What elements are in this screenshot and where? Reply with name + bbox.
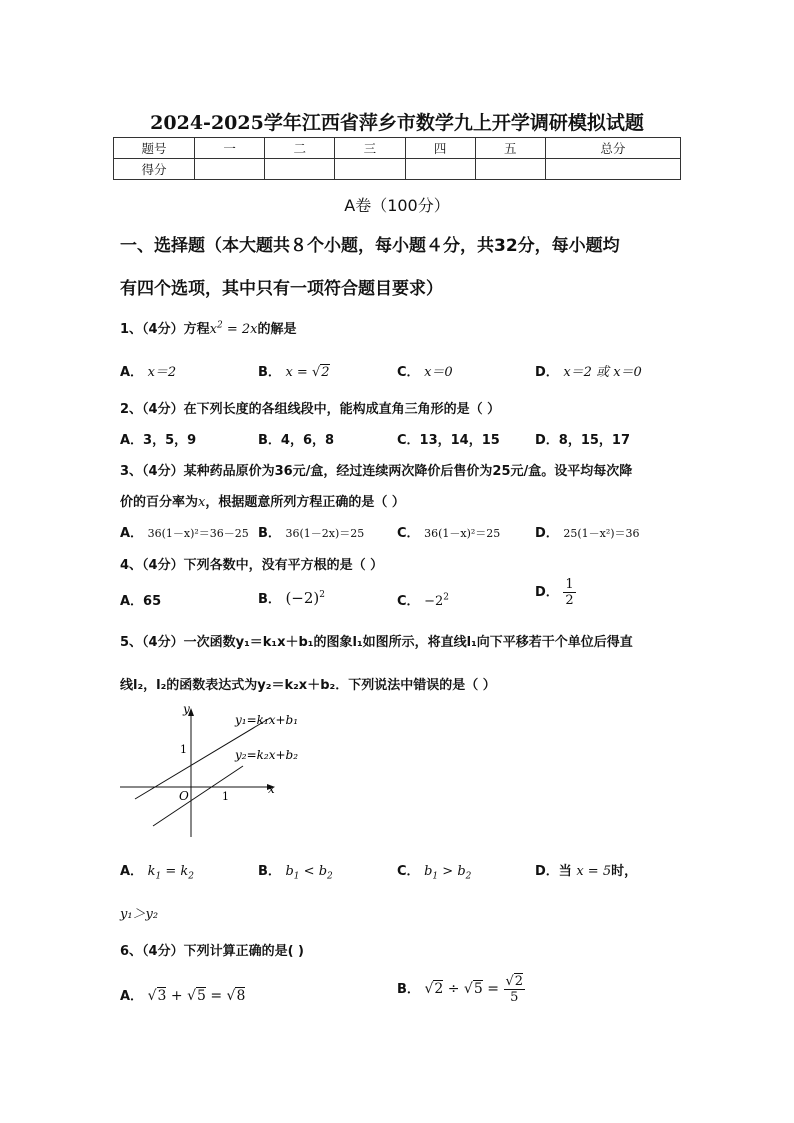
linear-function-graph bbox=[115, 700, 315, 840]
q2-option-a[interactable]: A．3，5，9 bbox=[120, 433, 197, 448]
question-6: 6、（4分）下列计算正确的是( ) bbox=[120, 944, 304, 959]
score-cell[interactable] bbox=[265, 159, 335, 180]
option-value: 36(1－x)²＝36－25 bbox=[147, 527, 249, 540]
option-label: B． bbox=[258, 365, 281, 380]
line-l2 bbox=[153, 766, 243, 826]
option-label: B． bbox=[258, 526, 281, 541]
option-label: A． bbox=[120, 864, 144, 879]
question-3-variable: x bbox=[198, 495, 206, 510]
section-a-title: A卷（100分） bbox=[344, 196, 450, 215]
q6-option-b[interactable] bbox=[397, 974, 525, 1005]
fraction-sqrt2-over-5: $\frac{√2}{5}$ bbox=[505, 974, 524, 1005]
option-label: A． bbox=[120, 989, 144, 1004]
q3-option-a[interactable] bbox=[120, 522, 249, 541]
q1-option-d[interactable] bbox=[535, 361, 642, 380]
score-cell[interactable] bbox=[335, 159, 405, 180]
score-cell[interactable] bbox=[545, 159, 680, 180]
section-heading-line1: 一、选择题（本大题共８个小题，每小题４分，共32分，每小题均 bbox=[120, 236, 620, 256]
option-value: x = 5 bbox=[576, 864, 612, 879]
score-header-cell: 总分 bbox=[545, 138, 680, 159]
q2-option-d[interactable]: D．8，15，17 bbox=[535, 433, 631, 448]
option-label: B． bbox=[258, 864, 281, 879]
score-cell[interactable] bbox=[475, 159, 545, 180]
score-cell[interactable] bbox=[405, 159, 475, 180]
option-label: D． bbox=[535, 365, 559, 380]
option-value: $(-2)^2$ bbox=[285, 589, 326, 607]
score-table-score-row bbox=[114, 159, 681, 180]
q1-option-a[interactable] bbox=[120, 361, 176, 380]
option-value: x＝2 bbox=[147, 365, 177, 380]
question-3-line2-a: 价的百分率为 bbox=[120, 495, 199, 510]
option-label: C． bbox=[397, 365, 420, 380]
option-value: $k_1 = k_2$ bbox=[147, 864, 195, 882]
q4-option-a[interactable]: A．65 bbox=[120, 594, 162, 609]
option-value: $-2^2$ bbox=[424, 592, 449, 609]
y-axis-label: y bbox=[183, 702, 190, 716]
option-value: 36(1－2x)＝25 bbox=[285, 527, 365, 540]
q2-option-b[interactable]: B．4，6，8 bbox=[258, 433, 335, 448]
fraction-one-half: $\frac{1}{2}$ bbox=[565, 577, 574, 608]
q5-option-a[interactable] bbox=[120, 860, 194, 882]
option-value: 25(1－x²)＝36 bbox=[563, 527, 640, 540]
q4-option-c[interactable] bbox=[397, 590, 449, 609]
option-value: 36(1－x)²＝25 bbox=[424, 527, 501, 540]
q1-option-c[interactable] bbox=[397, 361, 453, 380]
option-value: √2 ÷ √5 = bbox=[424, 981, 499, 997]
exam-title: 2024-2025学年江西省萍乡市数学九上开学调研模拟试题 bbox=[150, 112, 644, 134]
score-row-label: 得分 bbox=[114, 159, 195, 180]
question-4: 4、（4分）下列各数中，没有平方根的是（ ） bbox=[120, 558, 384, 573]
question-3-line1: 3、（4分）某种药品原价为36元/盒，经过连续两次降价后售价为25元/盒。设平均每次降 bbox=[120, 464, 633, 479]
question-1-prefix: 1、（4分）方程 bbox=[120, 322, 210, 337]
score-header-cell: 四 bbox=[405, 138, 475, 159]
x-axis-label: x bbox=[268, 782, 275, 796]
q5-option-c[interactable] bbox=[397, 860, 471, 882]
option-label: B． bbox=[397, 982, 420, 997]
score-header-cell: 二 bbox=[265, 138, 335, 159]
question-3-line2 bbox=[120, 491, 405, 510]
question-1 bbox=[120, 318, 296, 337]
option-tail: 时， bbox=[611, 864, 638, 879]
q2-option-c[interactable]: C．13，14，15 bbox=[397, 433, 500, 448]
q3-option-c[interactable] bbox=[397, 522, 500, 541]
option-label: C． bbox=[397, 526, 420, 541]
option-value: √3 + √5 = √8 bbox=[147, 988, 246, 1004]
option-value: x = √2 bbox=[285, 365, 330, 380]
section-heading-line2: 有四个选项，其中只有一项符合题目要求） bbox=[120, 279, 443, 299]
y-tick-label: 1 bbox=[180, 743, 187, 756]
option-value: x＝2 或 x＝0 bbox=[563, 365, 642, 380]
x-tick-label: 1 bbox=[222, 790, 229, 803]
origin-label: O bbox=[179, 789, 189, 803]
option-value: $b_1 > b_2$ bbox=[424, 864, 472, 882]
score-header-cell: 三 bbox=[335, 138, 405, 159]
option-label: D．当 bbox=[535, 864, 572, 879]
option-label: A． bbox=[120, 365, 144, 380]
line-l2-label: y₂=k₂x+b₂ bbox=[235, 748, 299, 762]
q1-option-b[interactable] bbox=[258, 361, 330, 380]
option-label: B． bbox=[258, 592, 281, 607]
option-label: C． bbox=[397, 594, 420, 609]
option-label: C． bbox=[397, 864, 420, 879]
option-value: y₁＞y₂ bbox=[120, 907, 159, 922]
option-value: x＝0 bbox=[424, 365, 453, 380]
option-label: D． bbox=[535, 585, 559, 600]
question-2: 2、（4分）在下列长度的各组线段中，能构成直角三角形的是（ ） bbox=[120, 402, 501, 417]
question-1-suffix: 的解是 bbox=[257, 322, 297, 337]
score-table bbox=[113, 137, 681, 180]
score-cell[interactable] bbox=[195, 159, 265, 180]
score-table-header-row bbox=[114, 138, 681, 159]
q3-option-b[interactable] bbox=[258, 522, 364, 541]
option-label: D． bbox=[535, 526, 559, 541]
score-header-cell: 一 bbox=[195, 138, 265, 159]
q4-option-b[interactable] bbox=[258, 588, 325, 607]
question-1-equation: $x^2 = 2x$ bbox=[209, 320, 258, 337]
question-5-line2: 线l₂，l₂的函数表达式为y₂＝k₂x＋b₂．下列说法中错误的是（ ） bbox=[120, 678, 496, 693]
score-header-cell: 题号 bbox=[114, 138, 195, 159]
q3-option-d[interactable] bbox=[535, 522, 640, 541]
q5-option-b[interactable] bbox=[258, 860, 333, 882]
q4-option-d[interactable] bbox=[535, 577, 576, 608]
question-5-line1: 5、（4分）一次函数y₁＝k₁x＋b₁的图象l₁如图所示，将直线l₁向下平移若干个单位后得直 bbox=[120, 635, 633, 650]
q5-option-d-continued bbox=[120, 903, 158, 922]
q5-option-d[interactable] bbox=[535, 860, 637, 879]
q6-option-a[interactable] bbox=[120, 985, 245, 1004]
score-header-cell: 五 bbox=[475, 138, 545, 159]
option-label: A． bbox=[120, 526, 144, 541]
question-3-line2-b: ，根据题意所列方程正确的是（ ） bbox=[205, 495, 405, 510]
option-value: $b_1 < b_2$ bbox=[285, 864, 333, 882]
line-l1-label: y₁=k₁x+b₁ bbox=[235, 713, 299, 727]
